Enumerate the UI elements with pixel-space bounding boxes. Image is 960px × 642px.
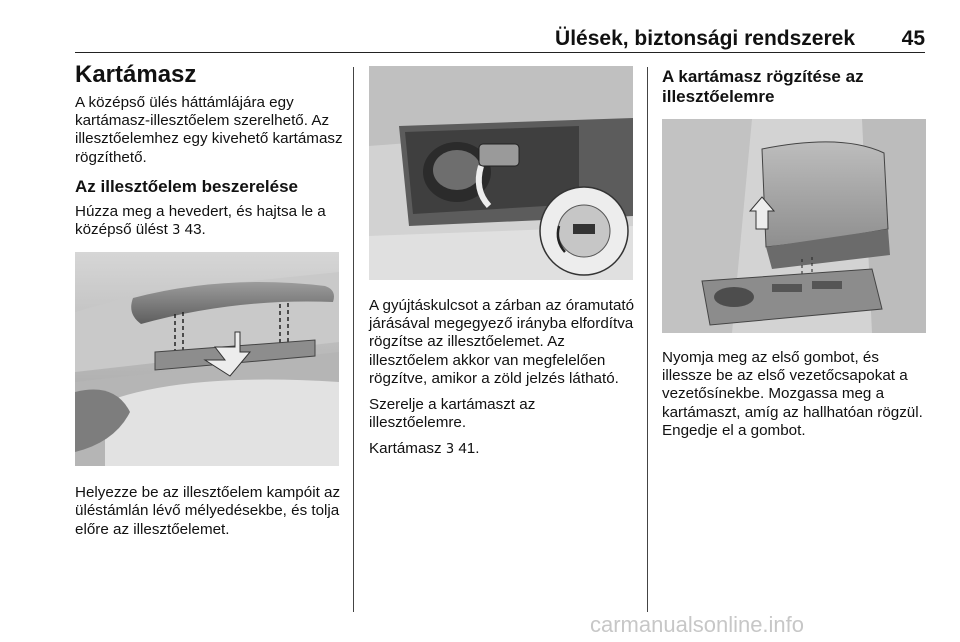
column-1 bbox=[75, 62, 347, 547]
heading-attach-armrest: A kartámasz rögzítése az illesztőelemre bbox=[662, 67, 864, 106]
watermark: carmanualsonline.info bbox=[590, 612, 805, 637]
key-paragraph: A gyújtáskulcsot a zárban az óramutató járásával megegyező irányba elfordítva rögzítse az illesztőelemet. Az illesztőelem akkor van megfelelően rögzítve, amikor a zöld jelzés látható. bbox=[369, 297, 635, 387]
figure-seat-adapter bbox=[75, 252, 339, 466]
caption-install: Helyezze be az illesztőelem kampóit az üléstámlán lévő mélyedésekbe, és tolja előre az illesztőelemet. bbox=[75, 484, 341, 538]
armrest-ref-paragraph bbox=[369, 440, 635, 459]
header-rule bbox=[75, 52, 925, 53]
heading-armrest: Kartámasz bbox=[75, 61, 197, 88]
caption-attach: Nyomja meg az első gombot, és illessze be az első vezetőcsapokat a vezetősínekbe. Mozgassa meg a kartámaszt, amíg az hallhatóan rögzül. Engedje el a gombot. bbox=[662, 349, 923, 439]
page-ref-icon: 3 bbox=[172, 223, 181, 239]
armrest-ref-page: 41. bbox=[458, 440, 480, 458]
figure-armrest-attach bbox=[662, 119, 926, 333]
page-ref-icon: 3 bbox=[445, 442, 455, 458]
figure-key-lock bbox=[369, 66, 633, 280]
intro-paragraph: A középső ülés háttámlájára egy kartámasz-illesztőelem szerelhető. Az illesztőelemhez egy kivehető kartámasz rögzíthető. bbox=[75, 94, 343, 166]
page-number: 45 bbox=[901, 27, 925, 50]
column-3 bbox=[662, 62, 927, 448]
column-divider-2 bbox=[647, 67, 648, 612]
armrest-ref-text: Kartámasz bbox=[369, 440, 442, 458]
step1-ref: 43. bbox=[184, 221, 206, 239]
section-title: Ülések, biztonsági rendszerek bbox=[555, 27, 855, 50]
mount-paragraph: Szerelje a kartámaszt az illesztőelemre. bbox=[369, 396, 536, 432]
column-divider-1 bbox=[353, 67, 354, 612]
step1-paragraph bbox=[75, 203, 347, 240]
column-2 bbox=[369, 62, 635, 468]
step1-text: Húzza meg a hevedert, és hajtsa le a középső ülést bbox=[75, 202, 326, 239]
subheading-install: Az illesztőelem beszerelése bbox=[75, 176, 299, 196]
page-header bbox=[75, 27, 925, 51]
